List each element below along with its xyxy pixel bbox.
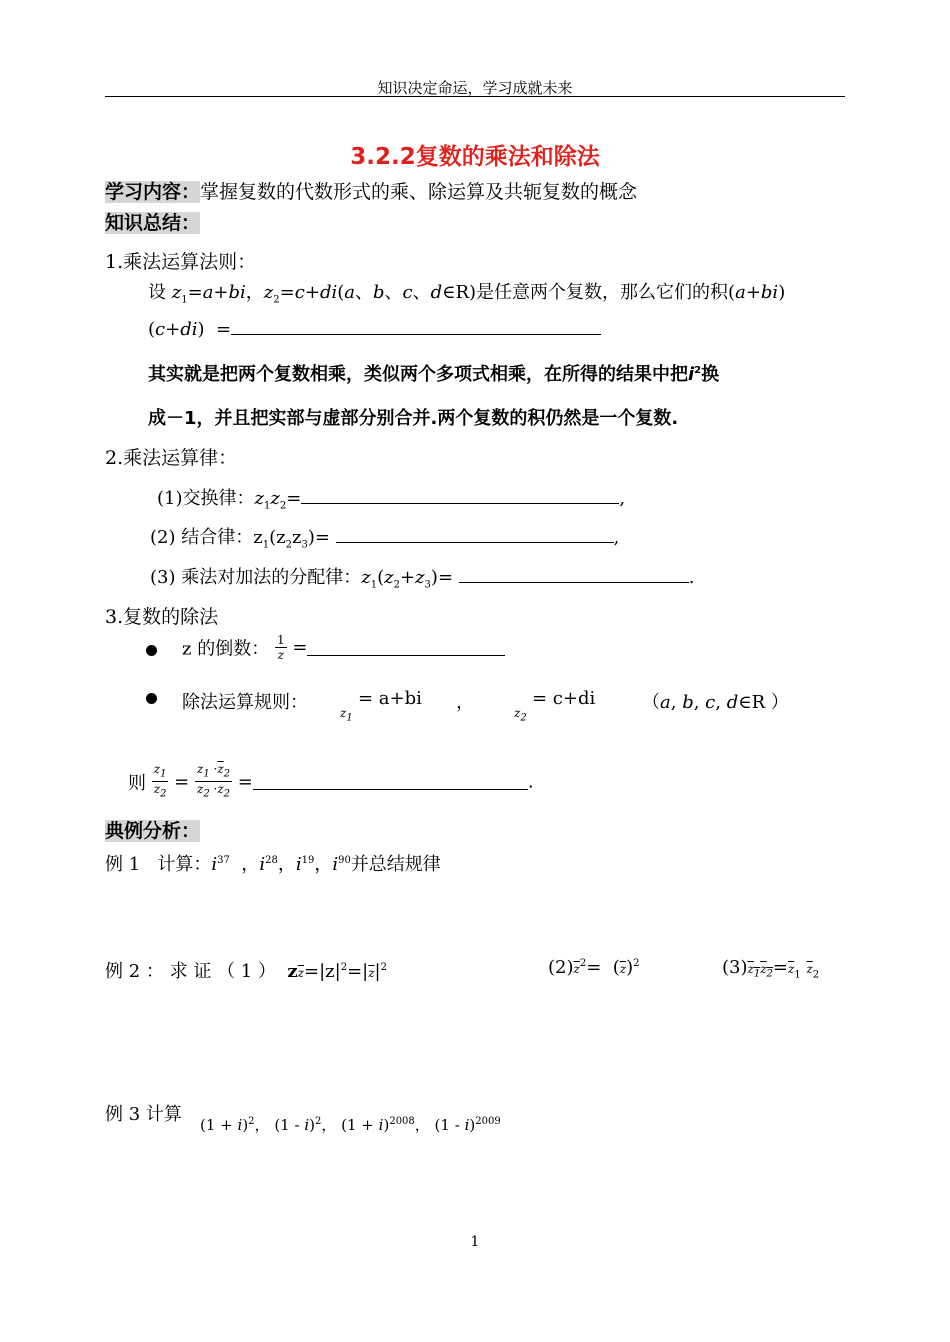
answer-blank[interactable] (336, 526, 614, 543)
answer-blank[interactable] (307, 639, 505, 656)
z1-label: $z_1$ (340, 706, 353, 724)
s1-line2: (c+di) = (148, 318, 601, 340)
example-2-part3: $(3)z_1z_2=\overline{z}_1$ $\overline{z}_2$ (722, 957, 820, 981)
s1-rule-line1: 其实就是把两个复数相乘，类似两个多项式相乘，在所得的结果中把$i^2$换 (148, 364, 720, 385)
summary-heading: 知识总结： (105, 212, 201, 234)
s1-line1: 设 $z_1=a+bi$，$z_2=c+di(a$、b、c、d∈R)是任意两个复数，那么它们的积(a+bi) (148, 282, 786, 306)
study-content-label: 学习内容： (105, 181, 201, 203)
page-header: 知识决定命运，学习成就未来 (377, 79, 573, 97)
reciprocal-fraction: $\frac{1}{z}$ (276, 633, 285, 662)
s2-heading: 2.乘法运算律： (105, 447, 238, 469)
s3-heading: 3.复数的除法 (105, 606, 219, 628)
page-number: 1 (470, 1234, 480, 1250)
example-3-expressions: $(1 + i)^2$， (1 - i)$^2$， $(1 + i)^{2008}$， (1 - i)$^{2009}$ (200, 1116, 501, 1134)
answer-blank[interactable] (253, 773, 528, 790)
examples-heading: 典例分析： (105, 820, 201, 842)
s2-item-associative: (2) 结合律：$z_1(z_2z_3)=$ , (150, 527, 620, 551)
example-1: 例 1 计算：$i^{37}$ ，$i^{28}$，$i^{19}$，$i^{90}$并总结规律 (105, 854, 441, 875)
answer-blank[interactable] (459, 566, 689, 583)
header-rule (105, 96, 845, 97)
study-content-line (105, 177, 637, 204)
s3-division-rule: 除法运算规则： (182, 692, 308, 713)
answer-blank[interactable] (231, 318, 601, 335)
s3-reciprocal: z 的倒数： $\frac{1}{z}$ = (182, 633, 505, 662)
page-title: 3.2.2复数的乘法和除法 (350, 144, 600, 170)
division-condition: （a, b, c, d∈R ） (642, 692, 789, 713)
example-2: 例 2 ： 求 证 （ 1 ） $z\overline{z}=|z|^2=|\overline{z}|^2$ (105, 961, 387, 982)
division-formula: 则 $\frac{z_1}{z_2}$ = $\frac{z_1 \cdot\overline{z}_2}{z_2 \cdot\overline{z}_2}$ = . (128, 762, 534, 800)
answer-blank[interactable] (301, 487, 619, 504)
comma: ， (456, 692, 474, 713)
division-eq1: = a+bi (358, 688, 422, 709)
bullet-dot (146, 693, 157, 704)
s2-item-distributive: (3) 乘法对加法的分配律：$z_1(z_2+z_3)=$ . (150, 567, 695, 591)
example-3: 例 3 计算 (105, 1104, 182, 1125)
bullet-dot (146, 645, 157, 656)
example-2-part2: $(2)\overline{z}^2= (\overline{z})^2$ (548, 957, 640, 978)
s1-rule-line2: 成－1，并且把实部与虚部分别合并.两个复数的积仍然是一个复数. (148, 408, 679, 429)
study-content-text: 掌握复数的代数形式的乘、除运算及共轭复数的概念 (200, 181, 638, 203)
s2-item-commutative: (1)交换律：$z_1z_2=$ , (157, 488, 626, 512)
z2-label: $z_2$ (514, 706, 527, 724)
s1-heading: 1.乘法运算法则： (105, 251, 257, 273)
division-eq2: = c+di (532, 688, 596, 709)
